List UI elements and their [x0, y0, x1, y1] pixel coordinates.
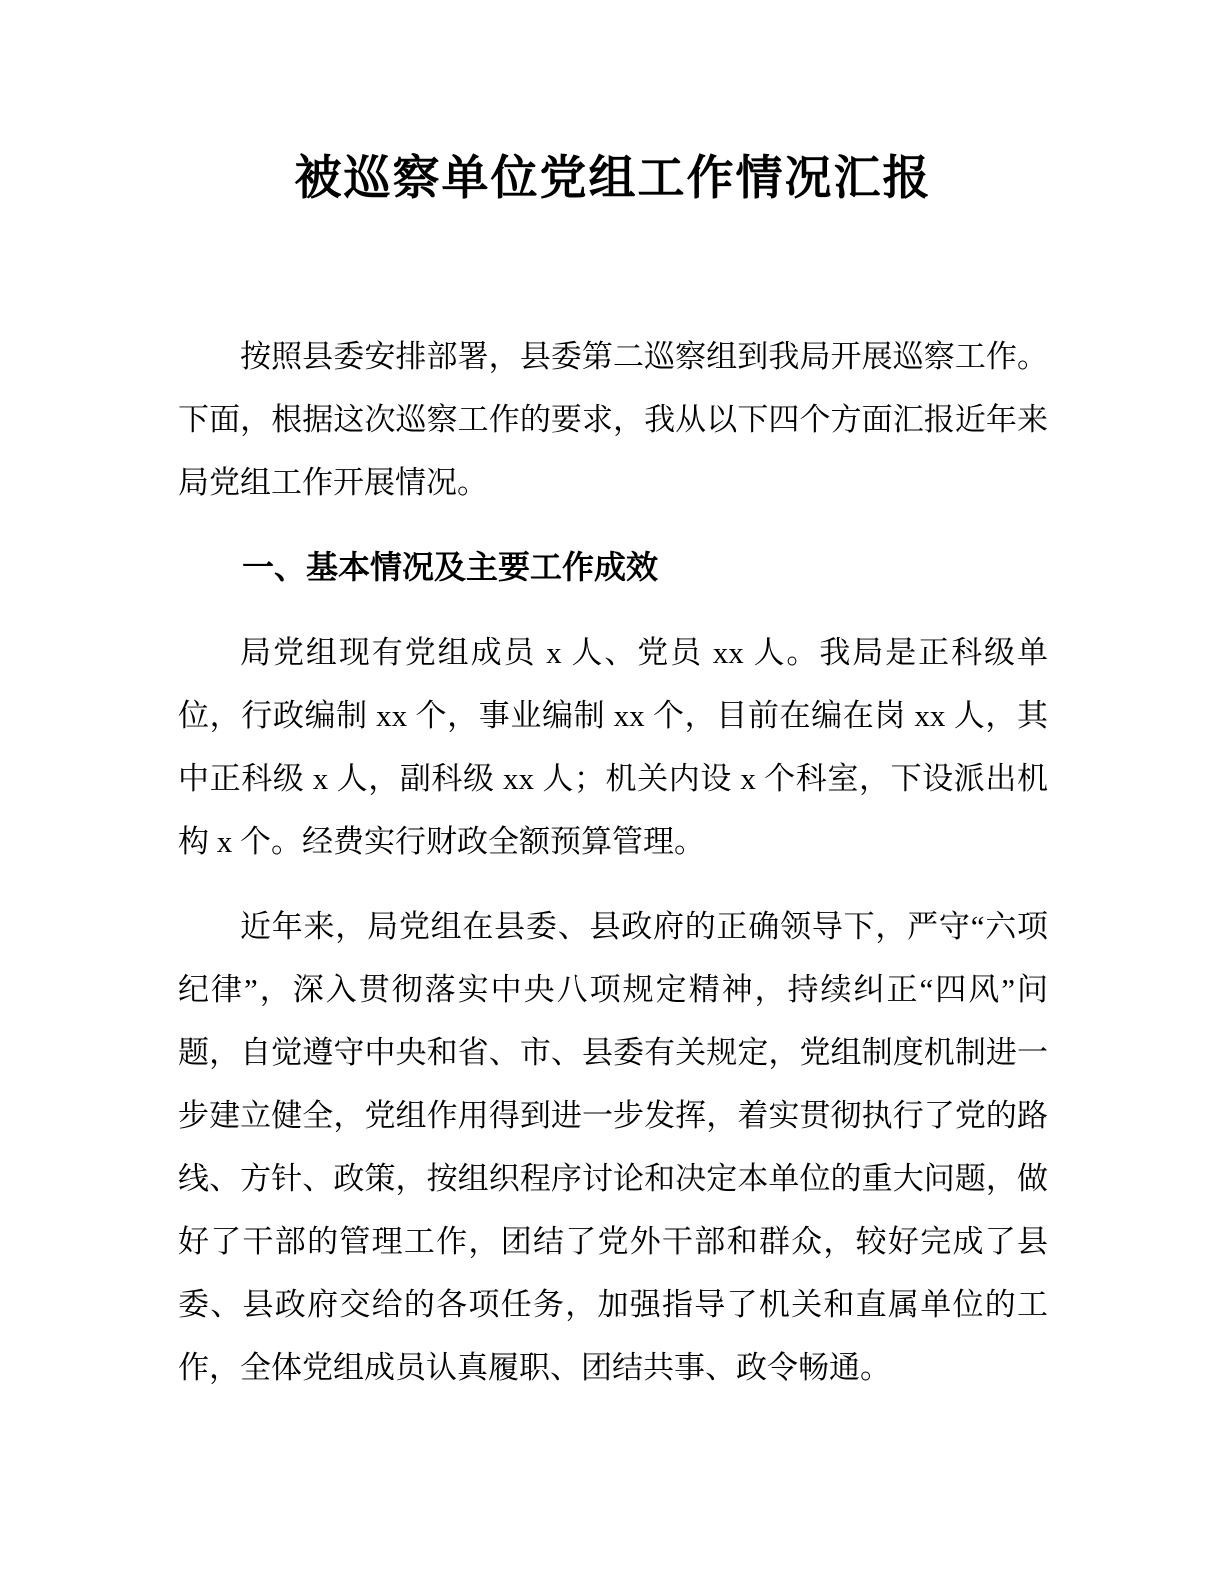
document-title: 被巡察单位党组工作情况汇报	[294, 153, 932, 205]
paragraph-work-achievements: 近年来，局党组在县委、县政府的正确领导下，严守“六项纪律”，深入贯彻落实中央八项规定精神，持续纠正“四风”问题，自觉遵守中央和省、市、县委有关规定，党组制度机制进一步建立健全，党组作用得到进一步发挥，着实贯彻执行了党的路线、方针、政策，按组织程序讨论和决定本单位的重大问题，做好了干部的管理工作，团结了党外干部和群众，较好完成了县委、县政府交给的各项任务，加强指导了机关和直属单位的工作，全体党组成员认真履职、团结共事、政令畅通。	[178, 909, 1048, 1385]
paragraph-intro: 按照县委安排部署，县委第二巡察组到我局开展巡察工作。下面，根据这次巡察工作的要求，我从以下四个方面汇报近年来局党组工作开展情况。	[178, 339, 1048, 500]
paragraph-basic-info: 局党组现有党组成员 x 人、党员 xx 人。我局是正科级单位，行政编制 xx 个，事业编制 xx 个，目前在编在岗 xx 人，其中正科级 x 人，副科级 xx 人；机关内设 x 个科室，下设派出机构 x 个。经费实行财政全额预算管理。	[178, 635, 1048, 859]
section-heading-basic-situation: 一、基本情况及主要工作成效	[242, 549, 659, 585]
